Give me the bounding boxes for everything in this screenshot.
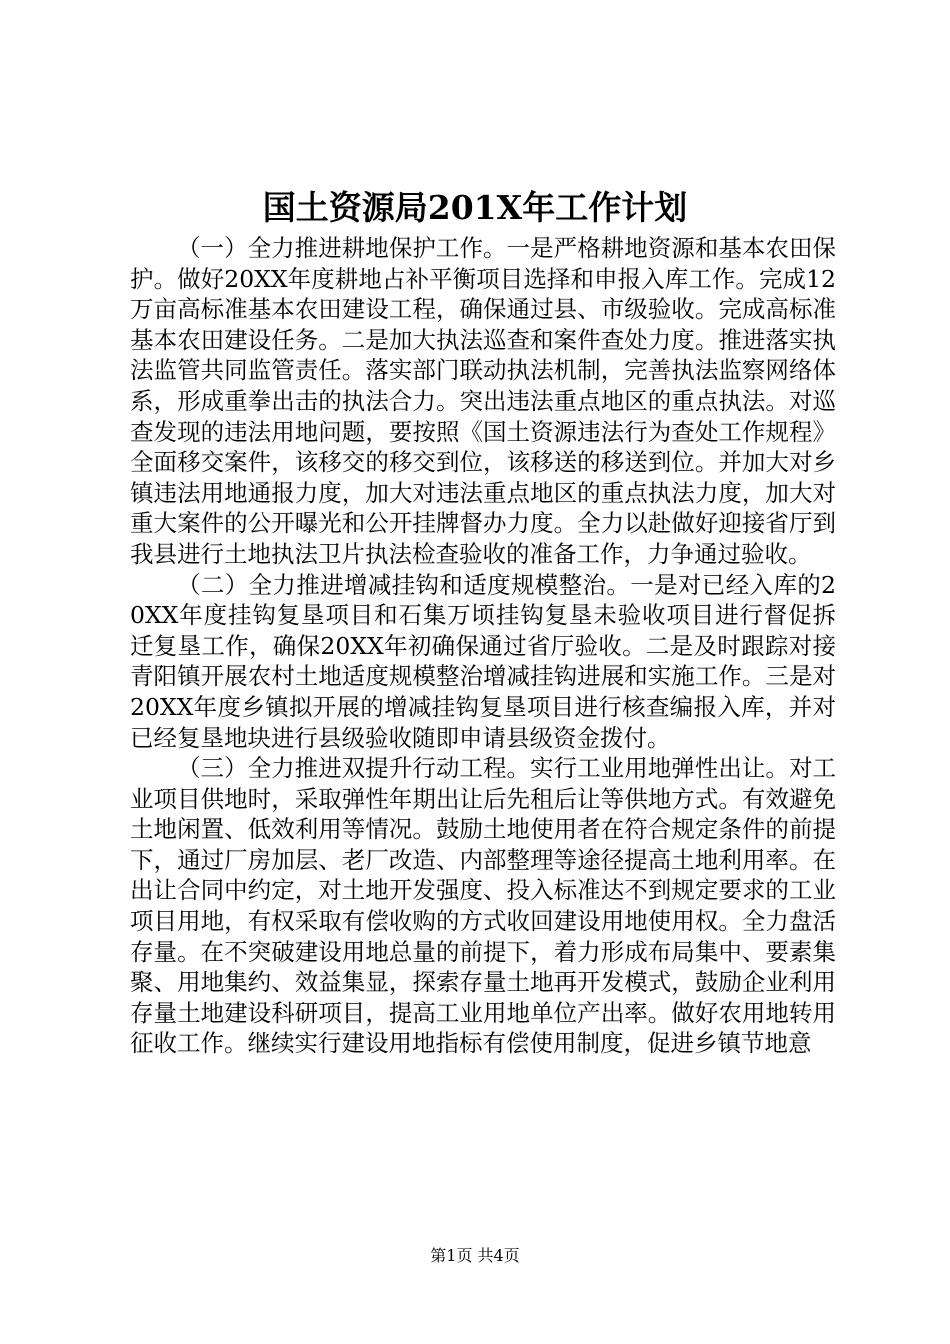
document-body <box>130 233 836 1059</box>
paragraph-farmland-protection: （一）全力推进耕地保护工作。一是严格耕地资源和基本农田保护。做好20XX年度耕地占补平衡项目选择和申报入库工作。完成12万亩高标准基本农田建设工程，确保通过县、市级验收。完成高标准基本农田建设任务。二是加大执法巡查和案件查处力度。推进落实执法监管共同监管责任。落实部门联动执法机制，完善执法监察网络体系，形成重拳出击的执法合力。突出违法重点地区的重点执法。对巡查发现的违法用地问题，要按照《国土资源违法行为查处工作规程》全面移交案件，该移交的移交到位，该移送的移送到位。并加大对乡镇违法用地通报力度，加大对违法重点地区的重点执法力度，加大对重大案件的公开曝光和公开挂牌督办力度。全力以赴做好迎接省厅到我县进行土地执法卫片执法检查验收的准备工作，力争通过验收。 <box>130 234 836 568</box>
paragraph-linkage-consolidation: （二）全力推进增减挂钩和适度规模整治。一是对已经入库的20XX年度挂钩复垦项目和石集万顷挂钩复垦未验收项目进行督促拆迁复垦工作，确保20XX年初确保通过省厅验收。二是及时跟踪对接青阳镇开展农村土地适度规模整治增减挂钩进展和实施工作。三是对20XX年度乡镇拟开展的增减挂钩复垦项目进行核查编报入库，并对已经复垦地块进行县级验收随即申请县级资金拨付。 <box>130 570 836 752</box>
page-number-footer: 第1页 共4页 <box>430 1246 520 1265</box>
document-title: 国土资源局201X年工作计划 <box>262 188 688 227</box>
paragraph-double-improvement: （三）全力推进双提升行动工程。实行工业用地弹性出让。对工业项目供地时，采取弹性年期出让后先租后让等供地方式。有效避免土地闲置、低效利用等情况。鼓励土地使用者在符合规定条件的前提下，通过厂房加层、老厂改造、内部整理等途径提高土地利用率。在出让合同中约定，对土地开发强度、投入标准达不到规定要求的工业项目用地，有权采取有偿收购的方式收回建设用地使用权。全力盘活存量。在不突破建设用地总量的前提下，着力形成布局集中、要素集聚、用地集约、效益集显，探索存量土地再开发模式，鼓励企业利用存量土地建设科研项目，提高工业用地单位产出率。做好农用地转用征收工作。继续实行建设用地指标有偿使用制度，促进乡镇节地意 <box>130 754 836 1058</box>
